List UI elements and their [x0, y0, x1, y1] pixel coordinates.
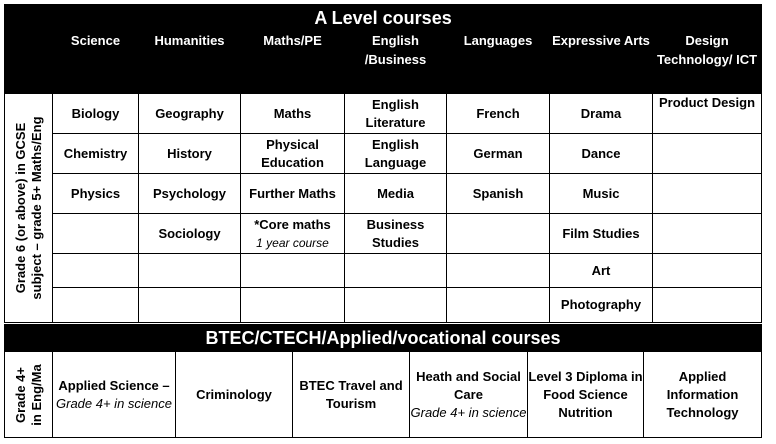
course-cell: Maths [241, 94, 345, 134]
course-cell: History [139, 134, 241, 174]
course-cell [653, 214, 762, 254]
course-cell: Chemistry [53, 134, 139, 174]
course-cell [653, 288, 762, 323]
header-humanities: Humanities [139, 31, 241, 94]
course-cell: Film Studies [550, 214, 653, 254]
course-cell [345, 254, 447, 288]
core-maths-cell [241, 214, 345, 254]
vocational-grade-line-1: Grade 4+ [12, 366, 28, 423]
course-cell: Media [345, 174, 447, 214]
course-cell: English Literature [345, 94, 447, 134]
course-cell: Physics [53, 174, 139, 214]
vocational-course-cell [176, 352, 293, 438]
course-cell: Spanish [447, 174, 550, 214]
header-design-technology-ict: Design Technology/ ICT [653, 31, 762, 94]
vocational-course-cell [410, 352, 528, 438]
course-cell: German [447, 134, 550, 174]
course-cell: Geography [139, 94, 241, 134]
course-cell [653, 254, 762, 288]
course-cell: Dance [550, 134, 653, 174]
course-cell [447, 214, 550, 254]
course-cell [241, 254, 345, 288]
vocational-course-title: Heath and Social Care [416, 368, 521, 402]
vocational-course-title: Level 3 Diploma in Food Science Nutrition [528, 368, 643, 420]
grade-requirement-line-2: subject – grade 5+ Maths/Eng [28, 116, 44, 300]
vocational-course-title: Criminology [196, 386, 272, 402]
course-cell: Psychology [139, 174, 241, 214]
vocational-course-note: Grade 4+ in science [410, 404, 527, 420]
grade-requirement-label [5, 94, 53, 323]
course-cell [53, 288, 139, 323]
course-cell: Biology [53, 94, 139, 134]
vocational-course-title: Applied Information Technology [666, 368, 739, 420]
course-cell [345, 288, 447, 323]
vocational-course-cell [644, 352, 762, 438]
header-expressive-arts: Expressive Arts [550, 31, 653, 94]
vocational-courses-table [4, 324, 762, 438]
course-cell [241, 288, 345, 323]
course-cell: French [447, 94, 550, 134]
vocational-course-title: Applied Science – [58, 377, 170, 393]
a-level-courses-table [4, 4, 762, 323]
header-blank [5, 31, 53, 94]
course-cell [653, 174, 762, 214]
course-cell [53, 214, 139, 254]
course-cell: Art [550, 254, 653, 288]
course-cell: Business Studies [345, 214, 447, 254]
course-cell: Sociology [139, 214, 241, 254]
course-cell: Music [550, 174, 653, 214]
header-english-business: English /Business [345, 31, 447, 94]
core-maths-note: 1 year course [256, 235, 329, 250]
course-cell: Physical Education [241, 134, 345, 174]
vocational-course-cell [293, 352, 410, 438]
course-cell: Product Design [653, 94, 762, 134]
vocational-grade-label [5, 352, 53, 438]
header-science: Science [53, 31, 139, 94]
course-cell: Photography [550, 288, 653, 323]
vocational-grade-line-2: in Eng/Ma [28, 363, 44, 426]
vocational-course-note: Grade 4+ in science [56, 395, 172, 411]
course-cell [53, 254, 139, 288]
course-cell [447, 288, 550, 323]
vocational-title: BTEC/CTECH/Applied/vocational courses [5, 325, 762, 352]
course-cell: Drama [550, 94, 653, 134]
header-maths-pe: Maths/PE [241, 31, 345, 94]
course-cell: English Language [345, 134, 447, 174]
core-maths-title: *Core maths [254, 216, 331, 232]
vocational-course-cell [528, 352, 644, 438]
course-cell [139, 254, 241, 288]
grade-requirement-line-1: Grade 6 (or above) in GCSE [12, 122, 28, 294]
header-languages: Languages [447, 31, 550, 94]
course-cell [447, 254, 550, 288]
a-level-title: A Level courses [5, 5, 762, 32]
vocational-course-cell [53, 352, 176, 438]
vocational-course-title: BTEC Travel and Tourism [299, 377, 403, 411]
course-cell [653, 134, 762, 174]
course-cell: Further Maths [241, 174, 345, 214]
course-cell [139, 288, 241, 323]
